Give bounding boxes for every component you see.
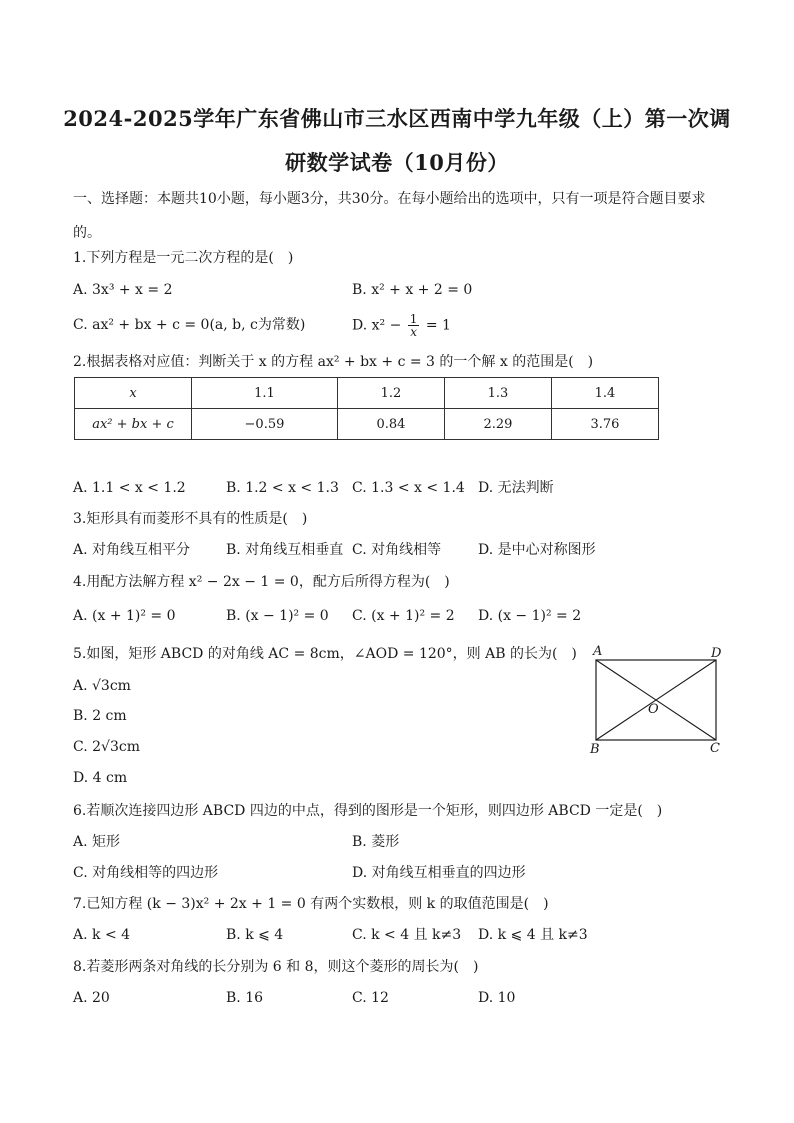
exam-title-line-2: 研数学试卷（10月份） xyxy=(285,150,509,175)
vertex-label-c: C xyxy=(710,741,720,756)
q3-option-d: D. 是中心对称图形 xyxy=(478,542,596,558)
q2-value-table xyxy=(74,377,659,440)
table-row xyxy=(75,378,659,409)
q1-option-b: B. x² + x + 2 = 0 xyxy=(352,282,473,298)
q5-option-a: A. √3cm xyxy=(73,678,131,694)
q2-stem: 2.根据表格对应值：判断关于 x 的方程 ax² + bx + c = 3 的一个解 x 的范围是( ) xyxy=(73,354,594,370)
q5-option-b: B. 2 cm xyxy=(73,708,127,724)
q5-option-c: C. 2√3cm xyxy=(73,739,140,755)
q4-option-c: C. (x + 1)² = 2 xyxy=(352,608,455,624)
q6-option-a: A. 矩形 xyxy=(73,834,121,850)
q3-option-a: A. 对角线互相平分 xyxy=(73,542,191,558)
q3-stem: 3.矩形具有而菱形不具有的性质是( ) xyxy=(73,511,308,527)
vertex-label-a: A xyxy=(593,644,603,659)
q1-option-c: C. ax² + bx + c = 0(a, b, c为常数) xyxy=(73,317,306,333)
q8-option-d: D. 10 xyxy=(478,990,516,1006)
table-cell: 1.1 xyxy=(192,378,338,409)
vertex-label-b: B xyxy=(590,742,600,757)
q7-option-a: A. k < 4 xyxy=(73,927,131,943)
q6-option-d: D. 对角线互相垂直的四边形 xyxy=(352,865,526,881)
q7-option-c: C. k < 4 且 k≠3 xyxy=(352,927,462,943)
q8-option-a: A. 20 xyxy=(73,990,110,1006)
q1-option-d-prefix: D. x² − xyxy=(352,317,402,334)
q2-option-b: B. 1.2 < x < 1.3 xyxy=(226,480,339,496)
center-label-o: O xyxy=(648,702,659,717)
q8-option-b: B. 16 xyxy=(226,990,264,1006)
table-cell: 1.2 xyxy=(337,378,444,409)
q5-option-d: D. 4 cm xyxy=(73,770,128,786)
q1-stem: 1.下列方程是一元二次方程的是( ) xyxy=(73,250,294,266)
table-cell: 1.4 xyxy=(551,378,658,409)
q6-option-b: B. 菱形 xyxy=(352,834,400,850)
fraction-numerator: 1 xyxy=(409,312,418,326)
table-cell: x xyxy=(75,378,192,409)
q7-stem: 7.已知方程 (k − 3)x² + 2x + 1 = 0 有两个实数根，则 k 的取值范围是( ) xyxy=(73,896,549,912)
q1-option-a: A. 3x³ + x = 2 xyxy=(73,282,173,298)
table-cell: 0.84 xyxy=(337,409,444,440)
table-cell: −0.59 xyxy=(192,409,338,440)
q1-option-d xyxy=(352,313,451,338)
table-cell: ax² + bx + c xyxy=(75,409,192,440)
q8-option-c: C. 12 xyxy=(352,990,389,1006)
q1-option-d-fraction xyxy=(408,313,420,338)
q4-stem: 4.用配方法解方程 x² − 2x − 1 = 0，配方后所得方程为( ) xyxy=(73,574,450,590)
q2-option-c: C. 1.3 < x < 1.4 xyxy=(352,480,465,496)
exam-title-line-1: 2024-2025学年广东省佛山市三水区西南中学九年级（上）第一次调 xyxy=(63,106,731,131)
q3-option-c: C. 对角线相等 xyxy=(352,542,442,558)
q2-option-d: D. 无法判断 xyxy=(478,480,554,496)
q4-option-a: A. (x + 1)² = 0 xyxy=(73,608,176,624)
q8-stem: 8.若菱形两条对角线的长分别为 6 和 8，则这个菱形的周长为( ) xyxy=(73,959,479,975)
table-row xyxy=(75,409,659,440)
vertex-label-d: D xyxy=(711,646,722,661)
q1-option-d-suffix: = 1 xyxy=(425,317,451,334)
q5-stem: 5.如图，矩形 ABCD 的对角线 AC = 8cm，∠AOD = 120°，则 AB 的长为( ) xyxy=(73,646,577,662)
q3-option-b: B. 对角线互相垂直 xyxy=(226,542,344,558)
q2-option-a: A. 1.1 < x < 1.2 xyxy=(73,480,186,496)
table-cell: 1.3 xyxy=(444,378,551,409)
q6-option-c: C. 对角线相等的四边形 xyxy=(73,865,219,881)
q7-option-b: B. k ⩽ 4 xyxy=(226,927,284,943)
q7-option-d: D. k ⩽ 4 且 k≠3 xyxy=(478,927,588,943)
q4-option-b: B. (x − 1)² = 0 xyxy=(226,608,329,624)
rectangle-abcd-figure xyxy=(586,643,736,758)
table-cell: 3.76 xyxy=(551,409,658,440)
table-cell: 2.29 xyxy=(444,409,551,440)
q4-option-d: D. (x − 1)² = 2 xyxy=(478,608,582,624)
section-intro: 一、选择题：本题共10小题，每小题3分，共30分。在每小题给出的选项中，只有一项是符合题目要求的。 xyxy=(73,191,706,241)
q6-stem: 6.若顺次连接四边形 ABCD 四边的中点，得到的图形是一个矩形，则四边形 ABCD 一定是( ) xyxy=(73,803,663,819)
fraction-denominator: x xyxy=(410,325,417,339)
